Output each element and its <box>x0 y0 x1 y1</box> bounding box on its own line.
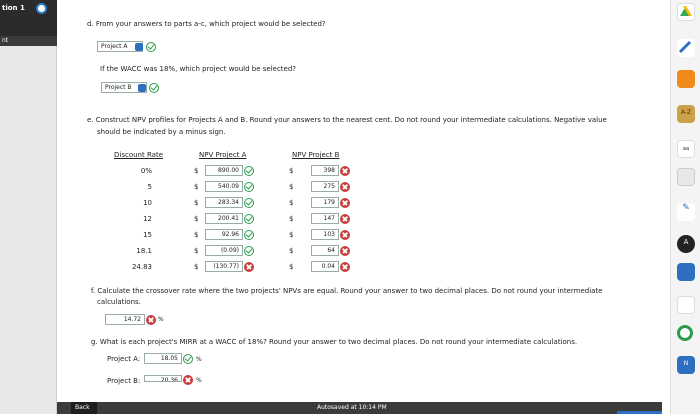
correct-check-icon <box>244 166 254 176</box>
currency-symbol: $ <box>194 183 199 191</box>
discount-rate-cell: 0% <box>140 167 152 175</box>
npv-b-value: 64 <box>327 247 335 254</box>
mirr-a-unit: % <box>196 356 202 363</box>
back-button[interactable] <box>71 402 97 414</box>
correct-check-icon <box>244 182 254 192</box>
correct-check-icon <box>146 42 156 52</box>
incorrect-x-icon <box>340 262 350 272</box>
currency-symbol: $ <box>194 263 199 271</box>
npv-a-value: 890.00 <box>218 167 239 174</box>
question-nav-header[interactable] <box>0 0 57 18</box>
rss-icon[interactable] <box>677 70 695 88</box>
mirr-b-input[interactable] <box>144 375 182 382</box>
currency-symbol: $ <box>194 247 199 255</box>
notion-icon[interactable]: N <box>677 356 695 374</box>
mirr-b-value: 20.36 <box>160 377 178 382</box>
currency-symbol: $ <box>194 199 199 207</box>
npv-a-input[interactable] <box>205 245 243 256</box>
question-nav-item-2[interactable] <box>0 36 57 46</box>
npv-b-value: 147 <box>323 215 335 222</box>
question-content <box>57 0 670 414</box>
npv-b-input[interactable] <box>311 229 339 240</box>
question-nav-item-2-label: nt <box>2 37 9 44</box>
discount-rate-cell: 18.1 <box>136 247 152 255</box>
npv-a-value: 92.96 <box>221 231 239 238</box>
part-e-question-line2: should be indicated by a minus sign. <box>97 128 226 136</box>
currency-symbol: $ <box>289 167 294 175</box>
az-icon[interactable]: A-Z <box>677 105 695 123</box>
discount-rate-cell: 24.83 <box>131 263 152 271</box>
dictionary-icon[interactable]: ✎ <box>677 203 695 221</box>
correct-check-icon <box>244 214 254 224</box>
incorrect-x-icon <box>146 315 156 325</box>
correct-check-icon <box>244 230 254 240</box>
incorrect-x-icon <box>340 198 350 208</box>
incorrect-x-icon <box>340 214 350 224</box>
npv-a-value: 200.41 <box>218 215 239 222</box>
drive-icon[interactable] <box>677 3 695 21</box>
currency-symbol: $ <box>289 215 294 223</box>
wacc-question: If the WACC was 18%, which project would be selected? <box>100 65 296 73</box>
npv-a-input[interactable] <box>205 213 243 224</box>
npv-b-value: 275 <box>323 183 335 190</box>
npv-b-input[interactable] <box>311 197 339 208</box>
correct-check-icon <box>244 198 254 208</box>
part-e-question-line1: e. Construct NPV profiles for Projects A and B. Round your answers to the nearest cent. Do not round your intermediate calculations. Negative value <box>87 116 607 124</box>
currency-symbol: $ <box>194 215 199 223</box>
correct-check-icon <box>183 354 193 364</box>
npv-a-input[interactable] <box>205 229 243 240</box>
npv-a-input[interactable] <box>205 165 243 176</box>
npv-b-input[interactable] <box>311 181 339 192</box>
currency-symbol: $ <box>289 231 294 239</box>
notes-icon[interactable] <box>677 168 695 186</box>
question-nav-item[interactable] <box>0 18 57 36</box>
right-toolbar <box>670 0 700 414</box>
bookmark-icon[interactable] <box>677 263 695 281</box>
pen-icon[interactable] <box>677 39 695 57</box>
incorrect-x-icon <box>340 182 350 192</box>
mirr-a-input[interactable] <box>144 353 182 364</box>
part-f-question-line1: f. Calculate the crossover rate where the two projects' NPVs are equal. Round your answer to two decimal places. Do not round your intermediate <box>91 287 603 295</box>
col-header-npv-b: NPV Project B <box>292 151 340 159</box>
discount-rate-cell: 15 <box>143 231 152 239</box>
currency-symbol: $ <box>289 183 294 191</box>
discount-rate-cell: 12 <box>143 215 152 223</box>
npv-a-value: 283.34 <box>218 199 239 206</box>
currency-symbol: $ <box>194 231 199 239</box>
discount-rate-cell: 5 <box>147 183 152 191</box>
translate-icon[interactable]: A <box>677 235 695 253</box>
part-d-question: d. From your answers to parts a-c, which project would be selected? <box>87 20 326 28</box>
footer-bar <box>57 402 662 414</box>
npv-a-input[interactable] <box>205 261 243 272</box>
npv-b-value: 179 <box>323 199 335 206</box>
discount-rate-cell: 10 <box>143 199 152 207</box>
incorrect-x-icon <box>183 375 193 385</box>
mirr-b-unit: % <box>196 377 202 384</box>
currency-symbol: $ <box>194 167 199 175</box>
mirr-a-value: 18.05 <box>160 355 178 362</box>
app-icon[interactable]: aa <box>677 140 695 158</box>
col-header-npv-a: NPV Project A <box>199 151 247 159</box>
currency-symbol: $ <box>289 263 294 271</box>
crossover-rate-unit: % <box>158 316 164 323</box>
currency-symbol: $ <box>289 247 294 255</box>
autosave-status: Autosaved at 10:14 PM <box>317 404 387 411</box>
currency-symbol: $ <box>289 199 294 207</box>
mirr-a-label: Project A: <box>107 355 141 363</box>
npv-b-value: 0.04 <box>321 263 335 270</box>
npv-b-input[interactable] <box>311 245 339 256</box>
incorrect-x-icon <box>340 166 350 176</box>
npv-b-input[interactable] <box>311 165 339 176</box>
mirr-b-label: Project B: <box>107 377 141 385</box>
part-g-question: g. What is each project's MIRR at a WACC of 18%? Round your answer to two decimal places. Do not round your intermediate calculations. <box>91 338 578 346</box>
incorrect-x-icon <box>244 262 254 272</box>
dropdown-icon[interactable] <box>135 43 143 51</box>
npv-a-input[interactable] <box>205 197 243 208</box>
back-button-label: Back <box>75 404 90 411</box>
question-nav-title: tion 1 <box>2 4 25 12</box>
part-f-question-line2: calculations. <box>97 298 141 306</box>
incorrect-x-icon <box>340 230 350 240</box>
npv-b-value: 103 <box>323 231 335 238</box>
incorrect-x-icon <box>340 246 350 256</box>
npv-b-input[interactable] <box>311 261 339 272</box>
question-nav-panel <box>0 0 57 414</box>
crossover-rate-input[interactable] <box>105 314 145 325</box>
correct-check-icon <box>244 246 254 256</box>
wacc-answer-value: Project B <box>105 84 132 91</box>
circle-icon[interactable] <box>677 325 693 341</box>
npv-a-value: 540.09 <box>218 183 239 190</box>
npv-a-value: (0.09) <box>220 247 239 254</box>
dropdown-icon[interactable] <box>138 84 146 92</box>
part-d-answer-value: Project A <box>101 43 128 50</box>
npv-b-value: 398 <box>323 167 335 174</box>
document-icon[interactable] <box>677 296 695 314</box>
npv-a-value: (130.77) <box>213 263 239 270</box>
col-header-discount-rate: Discount Rate <box>114 151 164 159</box>
completed-check-icon <box>36 3 47 14</box>
crossover-rate-value: 14.72 <box>123 316 141 323</box>
npv-b-input[interactable] <box>311 213 339 224</box>
npv-a-input[interactable] <box>205 181 243 192</box>
correct-check-icon <box>149 83 159 93</box>
